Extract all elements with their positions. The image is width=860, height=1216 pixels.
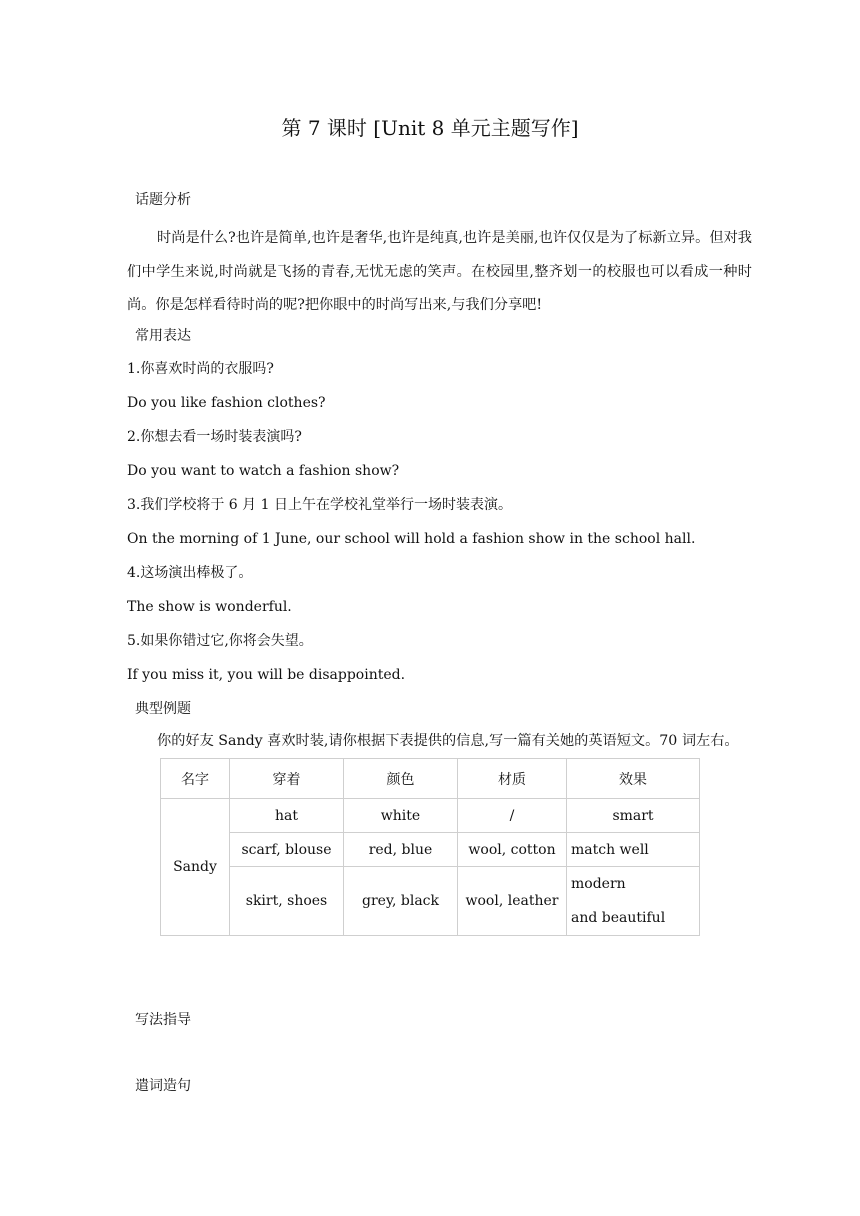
effect-line-2: and beautiful <box>571 910 666 926</box>
wear-cell: skirt, shoes <box>230 867 344 936</box>
name-cell: Sandy <box>161 799 230 936</box>
section-topic-analysis: 话题分析 <box>135 192 191 208</box>
color-cell: grey, black <box>344 867 458 936</box>
expression-2-cn: 2.你想去看一场时装表演吗? <box>127 429 302 445</box>
example-prompt: 你的好友 Sandy 喜欢时装,请你根据下表提供的信息,写一篇有关她的英语短文。70 词左右。 <box>157 733 739 749</box>
color-cell: white <box>344 799 458 833</box>
header-material: 材质 <box>458 759 567 799</box>
table-header-row <box>161 759 700 799</box>
expression-3-cn: 3.我们学校将于 6 月 1 日上午在学校礼堂举行一场时装表演。 <box>127 497 512 513</box>
section-typical-example: 典型例题 <box>135 701 191 717</box>
section-common-expressions: 常用表达 <box>135 328 191 344</box>
expression-4-cn: 4.这场演出棒极了。 <box>127 565 253 581</box>
header-color: 颜色 <box>344 759 458 799</box>
section-writing-guide: 写法指导 <box>135 1012 191 1028</box>
material-cell: wool, cotton <box>458 833 567 867</box>
info-table <box>160 758 700 936</box>
wear-cell: scarf, blouse <box>230 833 344 867</box>
expression-1-cn: 1.你喜欢时尚的衣服吗? <box>127 361 274 377</box>
material-cell: / <box>458 799 567 833</box>
effect-cell: match well <box>567 833 700 867</box>
expression-5-cn: 5.如果你错过它,你将会失望。 <box>127 633 313 649</box>
color-cell: red, blue <box>344 833 458 867</box>
header-wear: 穿着 <box>230 759 344 799</box>
table-row <box>161 833 700 867</box>
table-row <box>161 867 700 936</box>
topic-paragraph: 时尚是什么?也许是简单,也许是奢华,也许是纯真,也许是美丽,也许仅仅是为了标新立异。但对我们中学生来说,时尚就是飞扬的青春,无忧无虑的笑声。在校园里,整齐划一的校服也可以看成一种时尚。你是怎样看待时尚的呢?把你眼中的时尚写出来,与我们分享吧! <box>127 230 752 313</box>
expression-3-en: On the morning of 1 June, our school will hold a fashion show in the school hall. <box>127 531 696 547</box>
effect-cell: smart <box>567 799 700 833</box>
header-name: 名字 <box>161 759 230 799</box>
header-effect: 效果 <box>567 759 700 799</box>
table-row <box>161 799 700 833</box>
wear-cell: hat <box>230 799 344 833</box>
effect-line-1: modern <box>571 876 626 892</box>
page-title: 第 7 课时 [Unit 8 单元主题写作] <box>281 116 579 140</box>
expression-1-en: Do you like fashion clothes? <box>127 395 326 411</box>
effect-cell <box>567 867 700 936</box>
section-sentence-building: 遣词造句 <box>135 1078 191 1094</box>
expression-5-en: If you miss it, you will be disappointed. <box>127 667 406 683</box>
expression-2-en: Do you want to watch a fashion show? <box>127 463 400 479</box>
material-cell: wool, leather <box>458 867 567 936</box>
expression-4-en: The show is wonderful. <box>127 599 292 615</box>
